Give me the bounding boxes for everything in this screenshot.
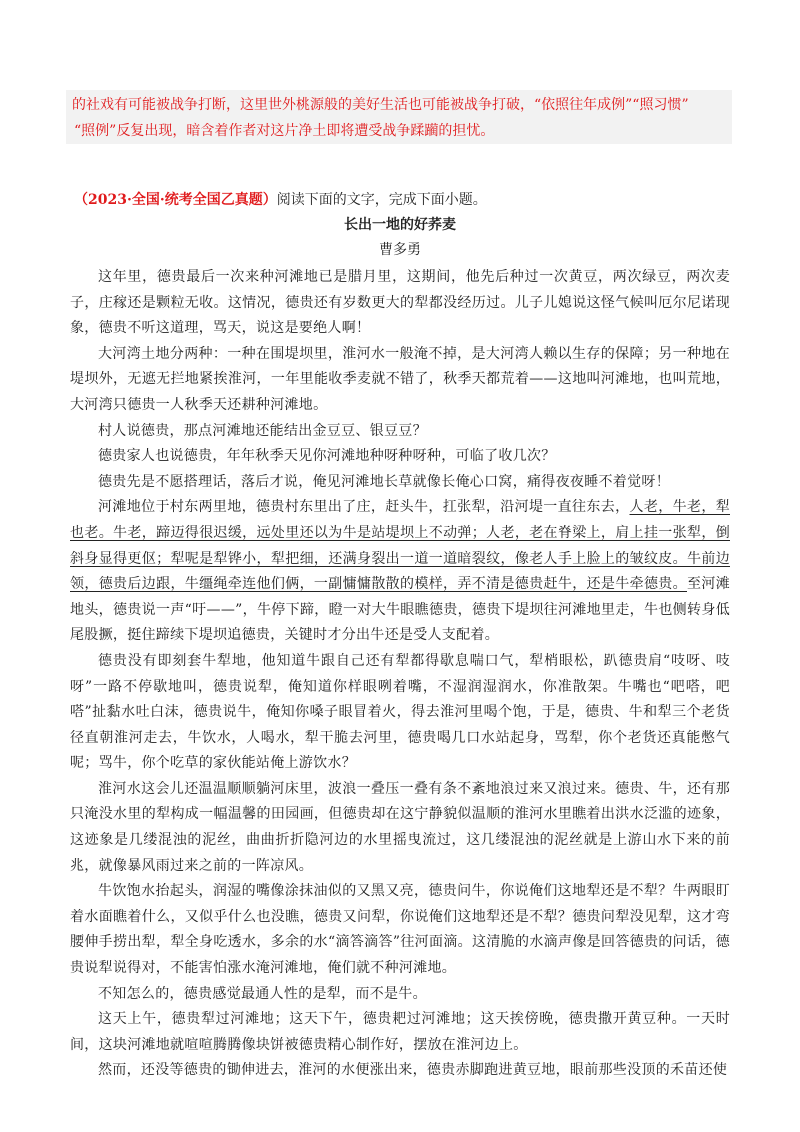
paragraph-6 bbox=[70, 495, 730, 649]
paragraph-7: 德贵没有即刻套牛犁地，他知道牛跟自己还有犁都得歇息喘口气，犁梢眼松，趴德贵肩“吱呀、吱呀”一路不停歇地叫，德贵说犁，俺知道你样眼咧着嘴，不湿润湿润水，你准散架。牛嘴也“吧嗒，吧嗒”扯黏水吐白沫，德贵说牛，俺知你嗓子眼冒着火，得去淮河里喝个饱，于是，德贵、牛和犁三个老货径直朝淮河走去，牛饮水，人喝水，犁干脆去河里，德贵喝几口水站起身，骂犁，你个老货还真能憋气呢；骂牛，你个吃草的家伙能站俺上游饮水？ bbox=[70, 652, 730, 772]
answer-line-2: “照例”反复出现，暗含着作者对这片净土即将遭受战争蹂躏的担忧。 bbox=[74, 123, 495, 139]
paragraph-6-tail: 至河滩地头，德贵说一声“吁——”，牛停下蹄，瞪一对大牛眼瞧德贵，德贵下堤坝往河滩地里走，牛也侧转身低尾股撅，挺住蹄续下堤坝追德贵，关键时才分出牛还是受人支配着。 bbox=[70, 576, 730, 644]
paragraph-6-lead: 河滩地位于村东两里地，德贵村东里出了庄，赶头牛，扛张犁，沿河堤一直往东去， bbox=[98, 499, 630, 516]
paragraph-12: 然而，还没等德贵的锄伸进去，淮河的水便涨出来，德贵赤脚跑进黄豆地，眼前那些没顶的禾苗还使 bbox=[98, 1062, 728, 1079]
article-body bbox=[70, 265, 730, 1084]
question-header bbox=[74, 190, 487, 210]
answer-explanation bbox=[72, 92, 732, 144]
paragraph-9: 牛饮饱水抬起头，润湿的嘴像涂抹油似的又黑又亮，德贵问牛，你说俺们这地犁还是不犁？牛两眼盯着水面瞧着什么，又似乎什么也没瞧，德贵又问犁，你说俺们这地犁还是不犁？德贵问犁没见犁，这才弯腰伸手捞出犁，犁全身吃透水，多余的水“滴答滴答”往河面滴。这清脆的水滴声像是回答德贵的问话，德贵说犁说得对，不能害怕涨水淹河滩地，俺们就不种河滩地。 bbox=[70, 883, 730, 977]
paragraph-4: 德贵家人也说德贵，年年秋季天见你河滩地种呀种呀种，可临了收几次？ bbox=[98, 448, 556, 465]
question-instruction: 阅读下面的文字，完成下面小题。 bbox=[276, 192, 487, 208]
question-source: （2023·全国·统考全国乙真题） bbox=[74, 192, 277, 208]
underlined-passage: 人老，牛老，犁也老。牛老，蹄迈得很迟缓，远处里还以为牛是站堤坝上不动弹；人老，老在脊梁上，肩上挂一张犁，倒斜身显得更伛；犁呢是犁铧小，犁把细，还满身裂出一道一道暗裂纹，像老人手上脸上的皱纹皮。牛前边领，德贵后边跟，牛缰绳牵连他们俩，一副慵慵散散的模样，弄不清是德贵赶牛，还是牛牵德贵。 bbox=[70, 499, 730, 593]
paragraph-2: 大河湾土地分两种：一种在围堤坝里，淮河水一般淹不掉，是大河湾人赖以生存的保障；另一种地在堤坝外，无遮无拦地紧挨淮河，一年里能收季麦就不错了，秋季天都荒着——这地叫河滩地，也叫荒地，大河湾只德贵一人秋季天还耕种河滩地。 bbox=[70, 345, 730, 413]
paragraph-10: 不知怎么的，德贵感觉最通人性的是犁，而不是牛。 bbox=[98, 985, 427, 1002]
article-title: 长出一地的好荞麦 bbox=[344, 217, 456, 233]
article-author: 曹多勇 bbox=[379, 242, 421, 258]
paragraph-11: 这天上午，德贵犁过河滩地；这天下午，德贵耙过河滩地；这天挨傍晚，德贵撒开黄豆种。一天时间，这块河滩地就喧喧腾腾像块饼被德贵精心制作好，摆放在淮河边上。 bbox=[70, 1011, 730, 1053]
answer-line-1: 的社戏有可能被战争打断，这里世外桃源般的美好生活也可能被战争打破，“依照往年成例”“照习惯” bbox=[72, 97, 689, 113]
paragraph-1: 这年里，德贵最后一次来种河滩地已是腊月里，这期间，他先后种过一次黄豆，两次绿豆，两次麦子，庄稼还是颗粒无收。这情况，德贵还有岁数更大的犁都没经历过。儿子儿媳说这怪气候叫厄尔尼诺现象，德贵不听这道理，骂天，说这是要绝人啊！ bbox=[70, 269, 730, 337]
paragraph-5: 德贵先是不愿搭理话，落后才说，俺见河滩地长草就像长俺心口窝，痛得夜夜睡不着觉呀！ bbox=[98, 473, 670, 490]
paragraph-8: 淮河水这会儿还温温顺顺躺河床里，波浪一叠压一叠有条不紊地浪过来又浪过来。德贵、牛，还有那只淹没水里的犁构成一幅温馨的田园画，但德贵却在这宁静貌似温顺的淮河水里瞧着出洪水泛滥的迹象，这迹象是几缕混浊的泥丝，曲曲折折隐河边的水里摇曳流过，这几缕混浊的泥丝就是上游山水下来的前兆，就像暴风雨过来之前的一阵凉风。 bbox=[70, 780, 730, 874]
paragraph-3: 村人说德贵，那点河滩地还能结出金豆豆、银豆豆？ bbox=[98, 422, 427, 439]
